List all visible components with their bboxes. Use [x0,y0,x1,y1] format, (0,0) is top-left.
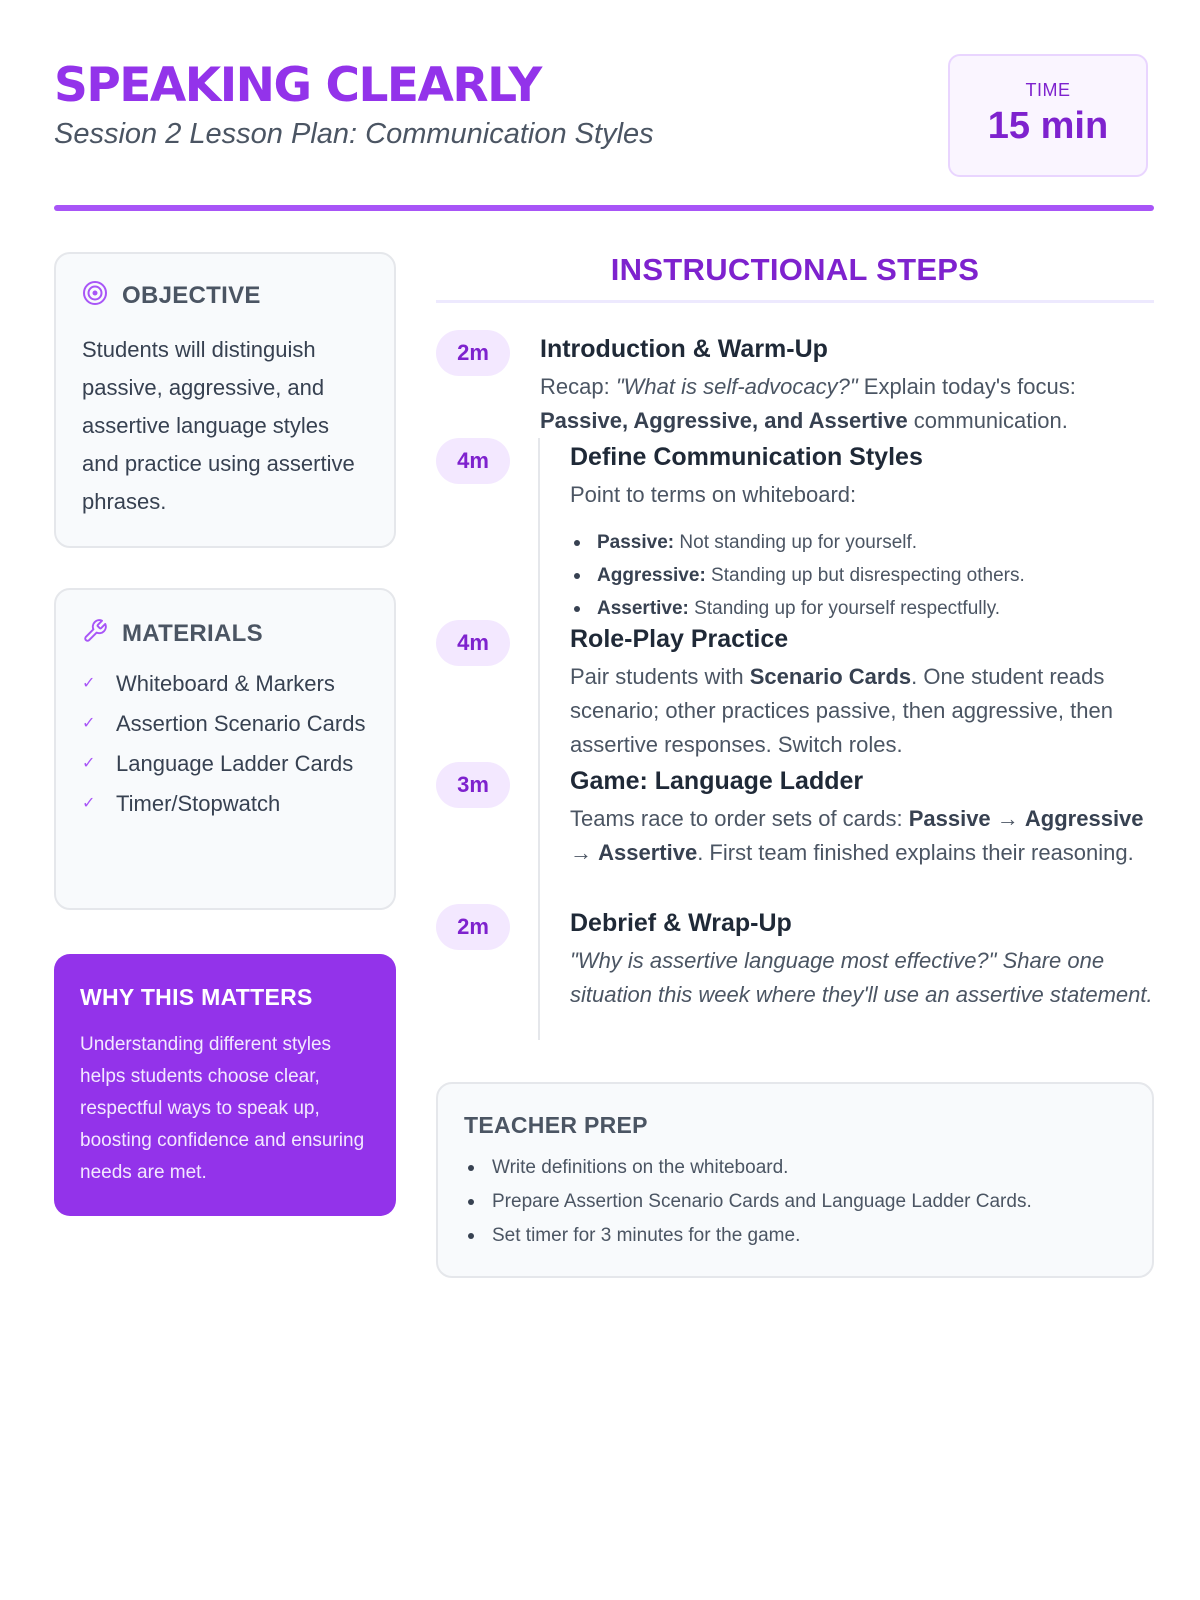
objective-text: Students will distinguish passive, aggressive, and assertive language styles and practice using assertive phrases. [82,337,355,514]
why-this-matters-card [54,954,396,1216]
step-define-styles [570,440,1154,625]
check-icon: ✓ [82,795,96,812]
check-icon: ✓ [82,675,96,692]
why-text: Understanding different styles helps students choose clear, respectful ways to speak up, boosting confidence and ensuring needs are met. [80,1034,365,1183]
step-duration-badge: 2m [436,330,510,376]
header-divider [54,205,1154,211]
step-duration-badge: 4m [436,438,510,484]
time-badge [948,54,1148,177]
objective-card [54,252,396,548]
list-item: ✓ Timer/Stopwatch [82,787,368,821]
step-duration-badge: 2m [436,904,510,950]
list-item: Aggressive: Standing up but disrespecting others. [570,559,1154,592]
page-subtitle: Session 2 Lesson Plan: Communication Styles [54,118,654,150]
style-definitions-list [570,526,1154,625]
page-header [54,52,1148,212]
teacher-prep-card [436,1082,1154,1278]
step-duration-badge: 3m [436,762,510,808]
objective-label: OBJECTIVE [122,281,261,309]
target-icon [82,280,108,311]
materials-header [82,618,368,649]
step-description: Pair students with Scenario Cards. One student reads scenario; other practices passive, then aggressive, then assertive responses. Switch roles. [570,664,1113,757]
page-title: SPEAKING CLEARLY [54,58,541,113]
check-icon: ✓ [82,755,96,772]
steps-divider [436,300,1154,303]
why-title: WHY THIS MATTERS [80,984,313,1010]
objective-header [82,280,368,311]
step-description: Recap: "What is self-advocacy?" Explain today's focus: Passive, Aggressive, and Assertive communication. [540,374,1076,433]
time-label: TIME [1025,80,1071,100]
materials-label: MATERIALS [122,619,263,647]
step-title: Game: Language Ladder [570,767,864,795]
list-item: Prepare Assertion Scenario Cards and Language Ladder Cards. [464,1185,1126,1219]
check-icon: ✓ [82,715,96,732]
prep-title: TEACHER PREP [464,1112,648,1138]
step-duration-badge: 4m [436,620,510,666]
prep-list [464,1151,1126,1253]
step-title: Introduction & Warm-Up [540,335,828,363]
materials-list [82,667,368,821]
step-title: Define Communication Styles [570,443,923,471]
time-value: 15 min [987,105,1109,147]
list-item: ✓ Assertion Scenario Cards [82,707,368,741]
list-item: Set timer for 3 minutes for the game. [464,1219,1126,1253]
step-description: Point to terms on whiteboard: [570,482,857,507]
step-role-play [570,622,1154,762]
step-description: "Why is assertive language most effective?" Share one situation this week where they'll use an assertive statement. [570,948,1153,1007]
list-item: ✓ Language Ladder Cards [82,747,368,781]
list-item: Passive: Not standing up for yourself. [570,526,1154,559]
steps-title: INSTRUCTIONAL STEPS [610,252,980,287]
materials-card [54,588,396,910]
step-debrief [570,906,1154,1012]
list-item: Write definitions on the whiteboard. [464,1151,1126,1185]
list-item: Assertive: Standing up for yourself respectfully. [570,592,1154,625]
timeline-line [538,438,540,1040]
wrench-icon [82,618,108,649]
step-introduction [540,332,1154,438]
step-description: Teams race to order sets of cards: Passive → Aggressive → Assertive. First team finished explains their reasoning. [570,806,1144,865]
step-title: Debrief & Wrap-Up [570,909,792,937]
step-language-ladder [570,764,1154,870]
step-title: Role-Play Practice [570,625,789,653]
list-item: ✓ Whiteboard & Markers [82,667,368,701]
